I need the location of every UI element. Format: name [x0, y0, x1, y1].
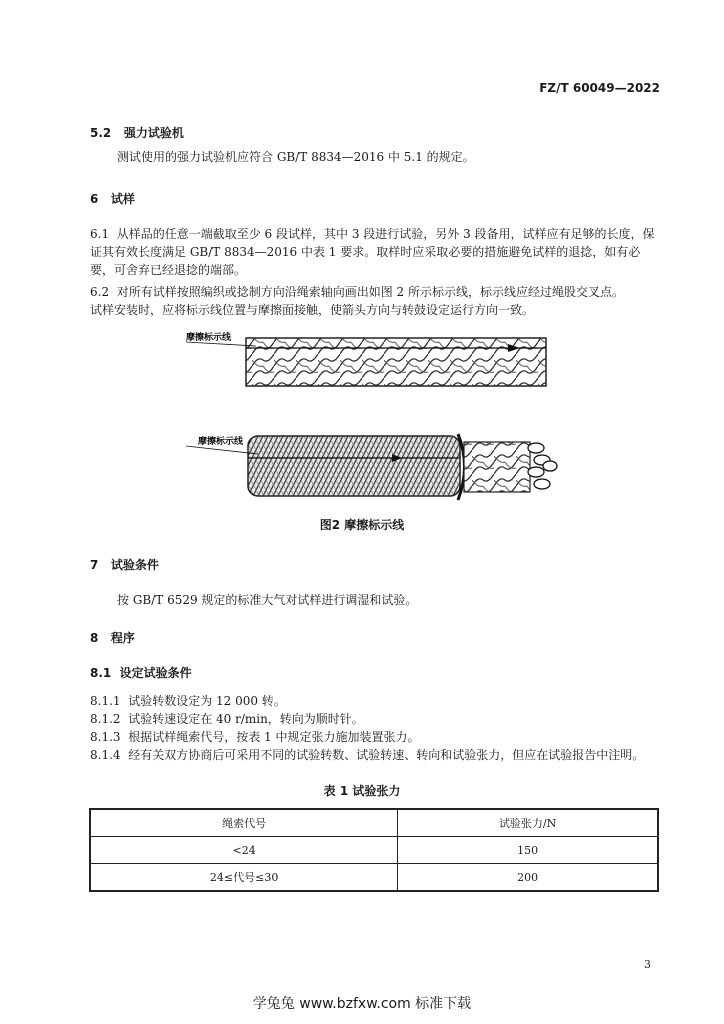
clause-8-1-1: 8.1.1 试验转数设定为 12 000 转。: [90, 694, 286, 708]
figure-label-top: 摩擦标示线: [186, 333, 232, 343]
section-6-2: [90, 283, 670, 319]
figure-caption: 图2 摩擦标示线: [319, 518, 405, 532]
clause-line: 证其有效长度满足 GB/T 8834—2016 中表 1 要求。取样时应采取必要的措施避免试样的退捻，如有必: [90, 245, 641, 259]
section-7-heading: [90, 556, 159, 573]
section-number: 8: [90, 631, 99, 645]
section-5-2-body: 测试使用的强力试验机应符合 GB/T 8834—2016 中 5.1 的规定。: [117, 150, 475, 164]
section-title: 设定试验条件: [119, 666, 192, 680]
clause-line: 从样品的任意一端截取至少 6 段试样，其中 3 段进行试验，另外 3 段备用，试样应有足够的长度，保: [116, 227, 655, 241]
clause-line: 要，可舍弃已经退捻的端部。: [90, 263, 247, 277]
section-title: 强力试验机: [123, 126, 184, 140]
table-title: 表 1 试验张力: [323, 784, 401, 798]
clause-number: 6.1: [90, 227, 110, 241]
cell-code: <24: [90, 837, 398, 864]
section-6-heading: [90, 190, 135, 207]
figure-label-bottom: 摩擦标示线: [198, 437, 244, 447]
section-title: 试样: [110, 192, 135, 206]
section-8-1-list: [90, 692, 680, 764]
section-6-1: [90, 225, 670, 279]
clause-line: 对所有试样按照编织或捻制方向沿绳索轴向画出如图 2 所示标示线，标示线应经过绳股交叉点。: [116, 285, 625, 299]
watermark-footer: 学兔兔 www.bzfxw.com 标准下载: [252, 996, 472, 1012]
cell-tension: 150: [398, 837, 658, 864]
section-number: 7: [90, 558, 99, 572]
section-8-heading: [90, 629, 135, 646]
rope-figure: [186, 330, 566, 505]
section-title: 程序: [110, 631, 135, 645]
cell-code: 24≤代号≤30: [90, 864, 398, 892]
clause-8-1-4: 8.1.4 经有关双方协商后可采用不同的试验转数、试验转速、转向和试验张力，但应在试验报告中注明。: [90, 748, 645, 762]
column-header-tension: 试验张力/N: [398, 809, 658, 837]
braided-rope-illustration: [186, 330, 566, 505]
clause-8-1-3: 8.1.3 根据试样绳索代号，按表 1 中规定张力施加装置张力。: [90, 730, 420, 744]
tension-table: [89, 808, 659, 892]
section-5-2-heading: [90, 124, 184, 141]
section-8-1-heading: [90, 664, 192, 681]
clause-number: 6.2: [90, 285, 110, 299]
column-header-code: 绳索代号: [90, 809, 398, 837]
section-7-body: 按 GB/T 6529 规定的标准大气对试样进行调湿和试验。: [117, 593, 418, 607]
standard-code: FZ/T 60049—2022: [539, 81, 660, 95]
table-header-row: [90, 809, 658, 837]
section-title: 试验条件: [110, 558, 159, 572]
cell-tension: 200: [398, 864, 658, 892]
clause-8-1-2: 8.1.2 试验转速设定在 40 r/min，转向为顺时针。: [90, 712, 364, 726]
page-number: 3: [644, 958, 651, 971]
clause-line: 试样安装时，应将标示线位置与摩擦面接触，使箭头方向与转鼓设定运行方向一致。: [90, 303, 535, 317]
section-number: 8.1: [90, 666, 112, 680]
table-row: [90, 837, 658, 864]
table-row: [90, 864, 658, 892]
section-number: 5.2: [90, 126, 112, 140]
section-number: 6: [90, 192, 99, 206]
